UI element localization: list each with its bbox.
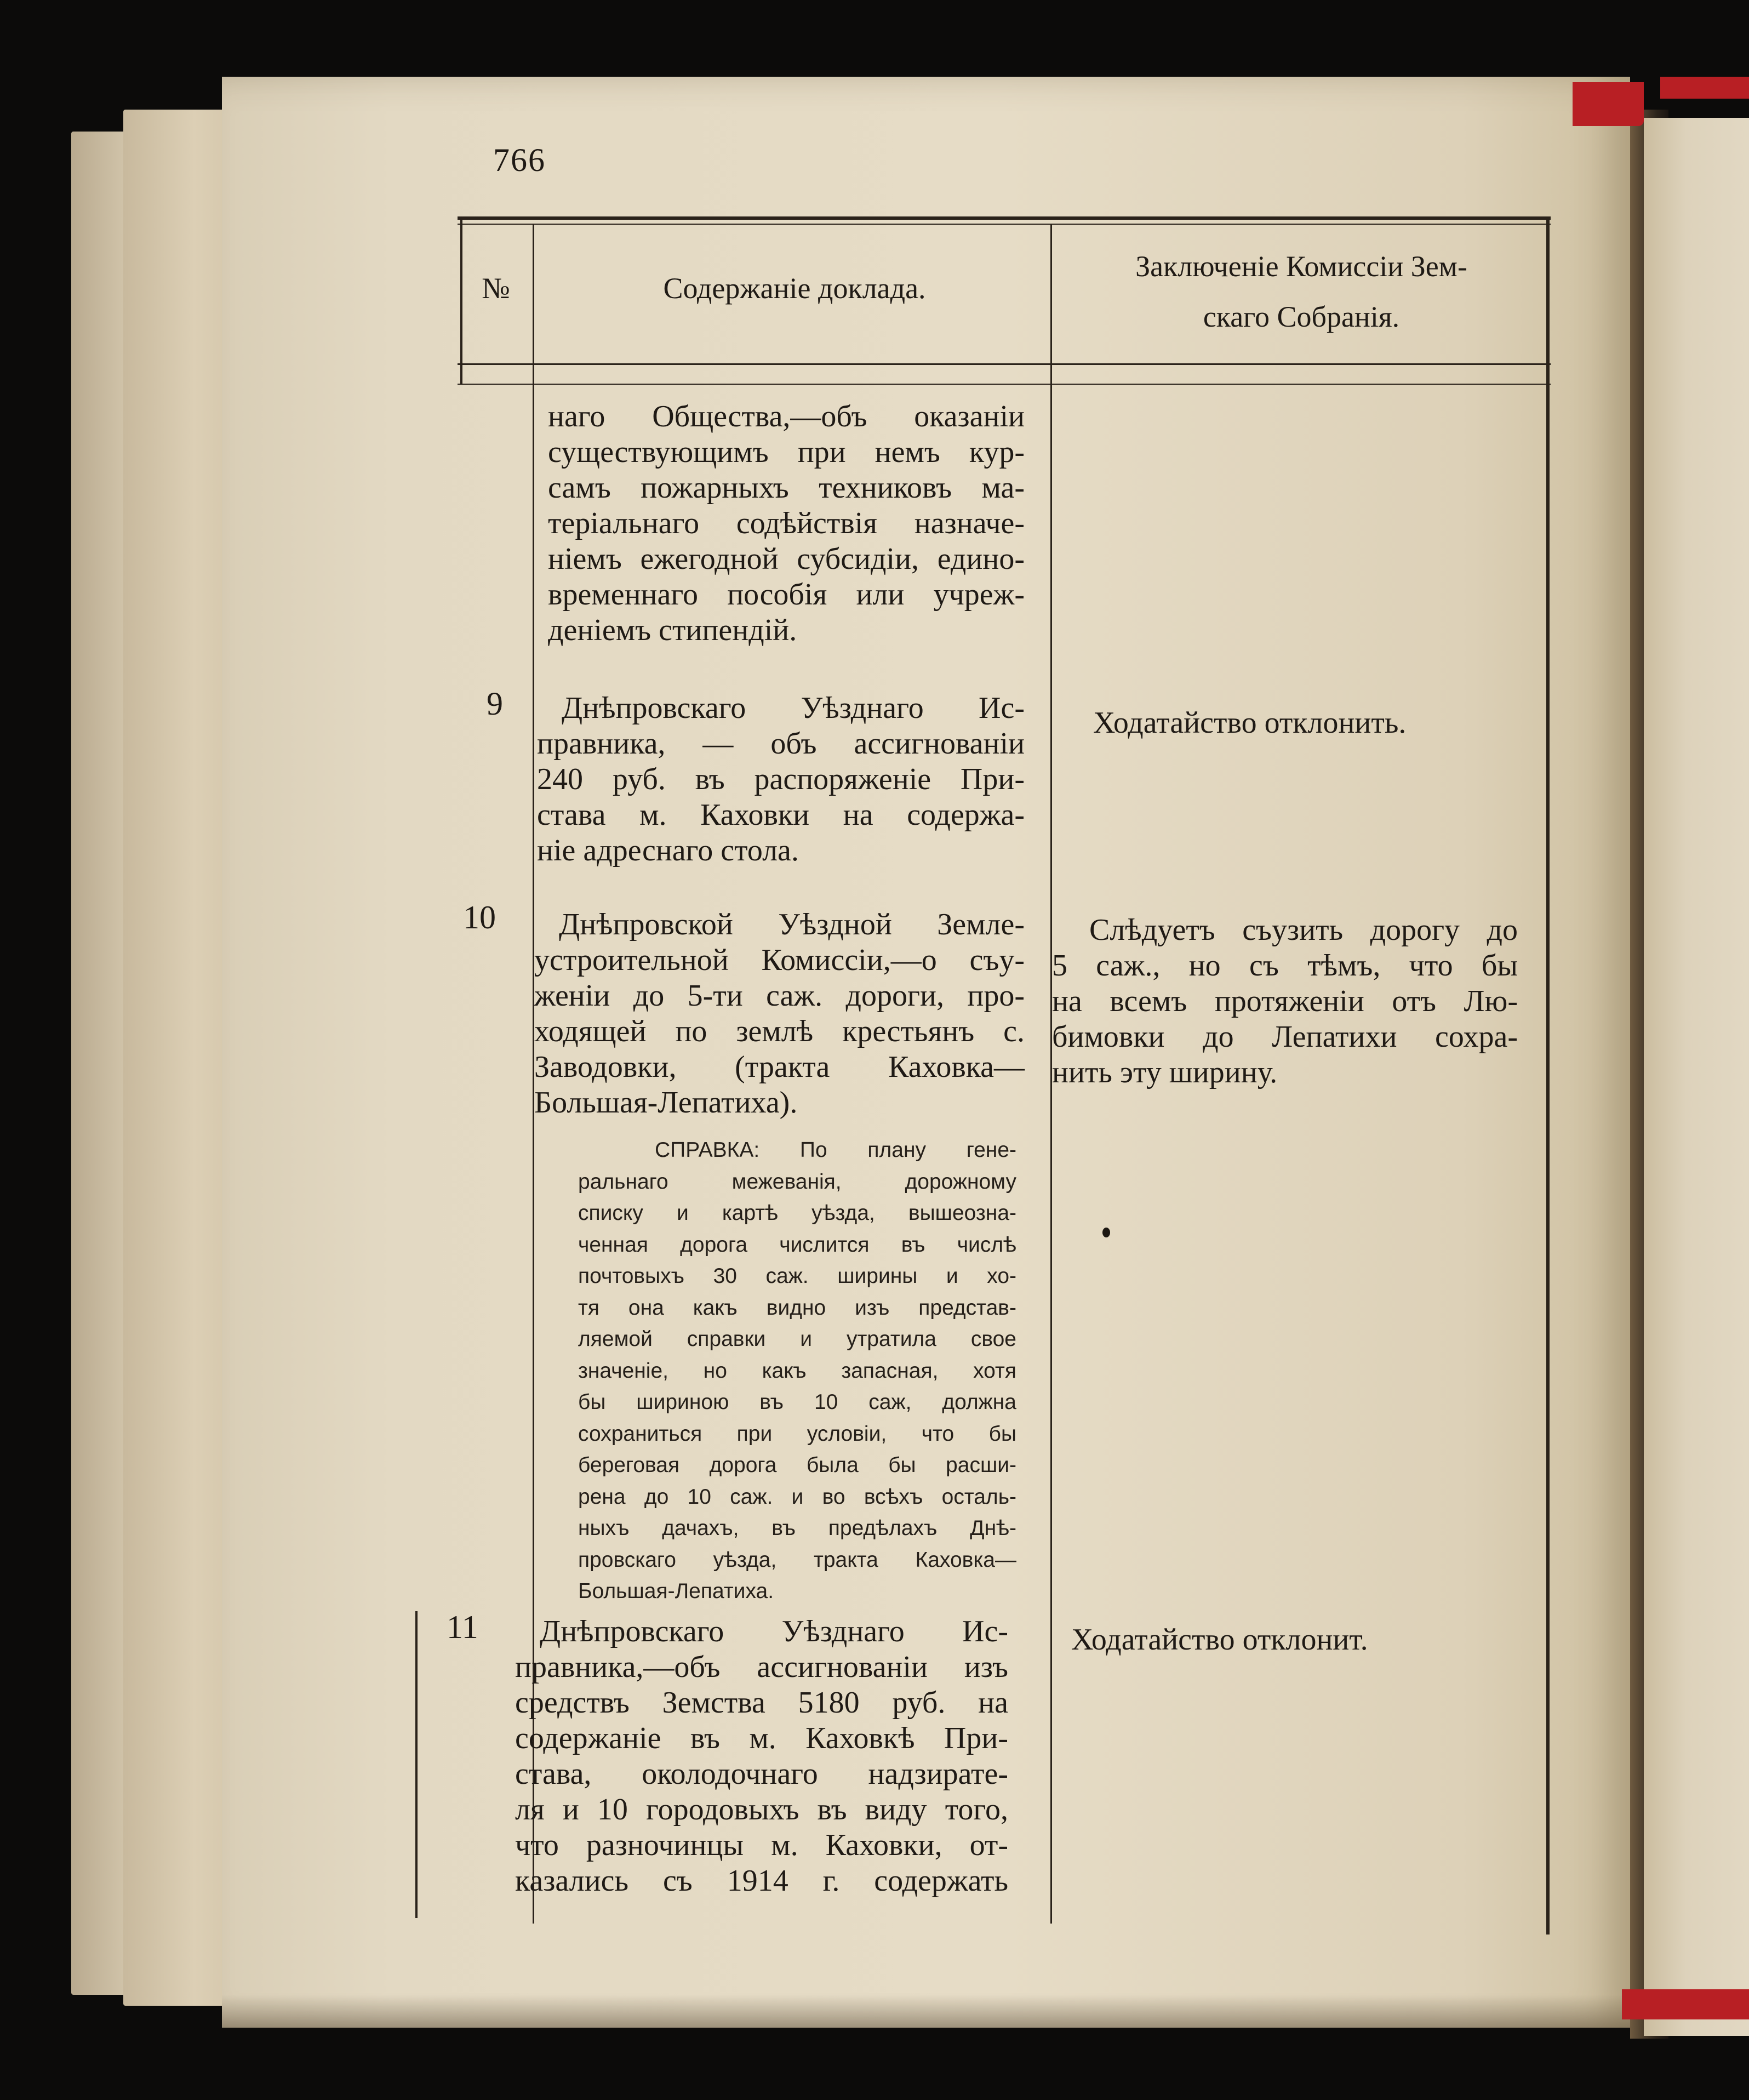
text-line: казались съ 1914 г. содержать (515, 1864, 1008, 1898)
text-line: деніемъ стипендій. (548, 613, 797, 647)
reference-note (578, 1134, 1016, 1607)
text-line: 5 саж., но съ тѣмъ, что бы (1052, 949, 1518, 983)
bookmark-ribbon (1660, 77, 1749, 99)
bookmark-ribbon (1622, 1989, 1749, 2019)
text-line: рена до 10 саж. и во всѣхъ осталь- (578, 1485, 1016, 1509)
text-line: провскаго уѣзда, тракта Каховка— (578, 1548, 1016, 1572)
header-number: № (482, 272, 510, 305)
text-line: списку и картѣ уѣзда, вышеозна- (578, 1201, 1016, 1225)
text-line: правника,—объ ассигнованіи изъ (515, 1650, 1008, 1684)
table-right-border (1546, 219, 1550, 1934)
text-line: средствъ Земства 5180 руб. на (515, 1686, 1008, 1720)
text-line: правника, — объ ассигнованіи (537, 727, 1025, 761)
ink-dot (1102, 1228, 1110, 1237)
text-line: става, околодочнаго надзирате- (515, 1757, 1008, 1791)
text-line: ніемъ ежегодной субсидіи, едино- (548, 542, 1025, 576)
text-line: ходящей по землѣ крестьянъ с. (534, 1014, 1025, 1048)
header-content: Содержаніе доклада. (663, 272, 926, 305)
header-conclusion-line: скаго Собранія. (1203, 300, 1400, 333)
row-number: 9 (487, 686, 503, 722)
text-line: самъ пожарныхъ техниковъ ма- (548, 471, 1025, 505)
content-continuation (548, 399, 1025, 648)
row-content (515, 1614, 1008, 1899)
text-line: почтовыхъ 30 саж. ширины и хо- (578, 1264, 1016, 1288)
text-line: ченная дорога числится въ числѣ (578, 1232, 1016, 1257)
table-left-border (460, 219, 462, 384)
text-line: на всемъ протяженіи отъ Лю- (1052, 984, 1518, 1018)
text-line: ля и 10 городовыхъ въ виду того, (515, 1793, 1008, 1827)
header-conclusion (1063, 241, 1540, 342)
text-line: сохраниться при условіи, что бы (578, 1422, 1016, 1446)
text-line: значеніе, но какъ запасная, хотя (578, 1359, 1016, 1383)
text-line: Днѣпровской Уѣздной Земле- (559, 908, 1025, 941)
text-line: Заводовки, (тракта Каховка— (534, 1050, 1025, 1084)
text-line: наго Общества,—объ оказаніи (548, 400, 1025, 433)
text-line: теріальнаго содѣйствія назначе- (548, 506, 1025, 540)
text-line: Большая-Лепатиха). (534, 1086, 798, 1120)
text-line: Большая-Лепатиха. (578, 1579, 774, 1603)
text-line: женіи до 5-ти саж. дороги, про- (534, 979, 1025, 1013)
row-number: 10 (463, 899, 496, 935)
bookmark-ribbon (1573, 82, 1644, 126)
text-line: бы шириною въ 10 саж, должна (578, 1390, 1016, 1414)
text-line: береговая дорога была бы расши- (578, 1453, 1016, 1477)
text-line: СПРАВКА: По плану гене- (655, 1138, 1016, 1162)
header-bottom-rule (458, 363, 1551, 365)
text-line: Днѣпровскаго Уѣзднаго Ис- (562, 691, 1025, 725)
text-line: устроительной Комиссіи,—о съу- (534, 943, 1025, 977)
row-content (534, 907, 1025, 1121)
text-line: бимовки до Лепатихи сохра- (1052, 1020, 1518, 1054)
text-line: Ходатайство отклонит. (1071, 1623, 1368, 1657)
text-line: 240 руб. въ распоряженіе При- (537, 762, 1025, 796)
text-line: Слѣдуетъ съузить дорогу до (1089, 913, 1518, 947)
text-line: содержаніе въ м. Каховкѣ При- (515, 1721, 1008, 1755)
facing-page-edge (1644, 118, 1749, 2036)
row-number: 11 (447, 1609, 478, 1645)
table-top-rule-thin (458, 224, 1551, 225)
page-shadow (222, 1995, 1630, 2028)
text-line: ральнаго межеванія, дорожному (578, 1169, 1016, 1194)
row-conclusion (1052, 912, 1518, 1091)
text-line: что разночинцы м. Каховки, от- (515, 1828, 1008, 1862)
text-line: става м. Каховки на содержа- (537, 798, 1025, 832)
page-number: 766 (493, 142, 546, 178)
row-conclusion (1071, 1622, 1521, 1658)
text-line: Ходатайство отклонить. (1093, 706, 1407, 740)
row-content (537, 691, 1025, 869)
text-line: существующимъ при немъ кур- (548, 435, 1025, 469)
text-line: нить эту ширину. (1052, 1055, 1278, 1089)
left-margin-line (415, 1611, 418, 1918)
table-top-rule (458, 216, 1551, 220)
text-line: временнаго пособія или учреж- (548, 578, 1025, 612)
header-bottom-rule-thin (458, 384, 1551, 385)
text-line: тя она какъ видно изъ представ- (578, 1296, 1016, 1320)
row-conclusion (1093, 705, 1542, 741)
text-line: ныхъ дачахъ, въ предѣлахъ Днѣ- (578, 1516, 1016, 1540)
header-conclusion-line: Заключеніе Комиссіи Зем- (1135, 250, 1467, 283)
text-line: ніе адреснаго стола. (537, 834, 799, 868)
text-line: ляемой справки и утратила свое (578, 1327, 1016, 1351)
text-line: Днѣпровскаго Уѣзднаго Ис- (540, 1614, 1008, 1648)
